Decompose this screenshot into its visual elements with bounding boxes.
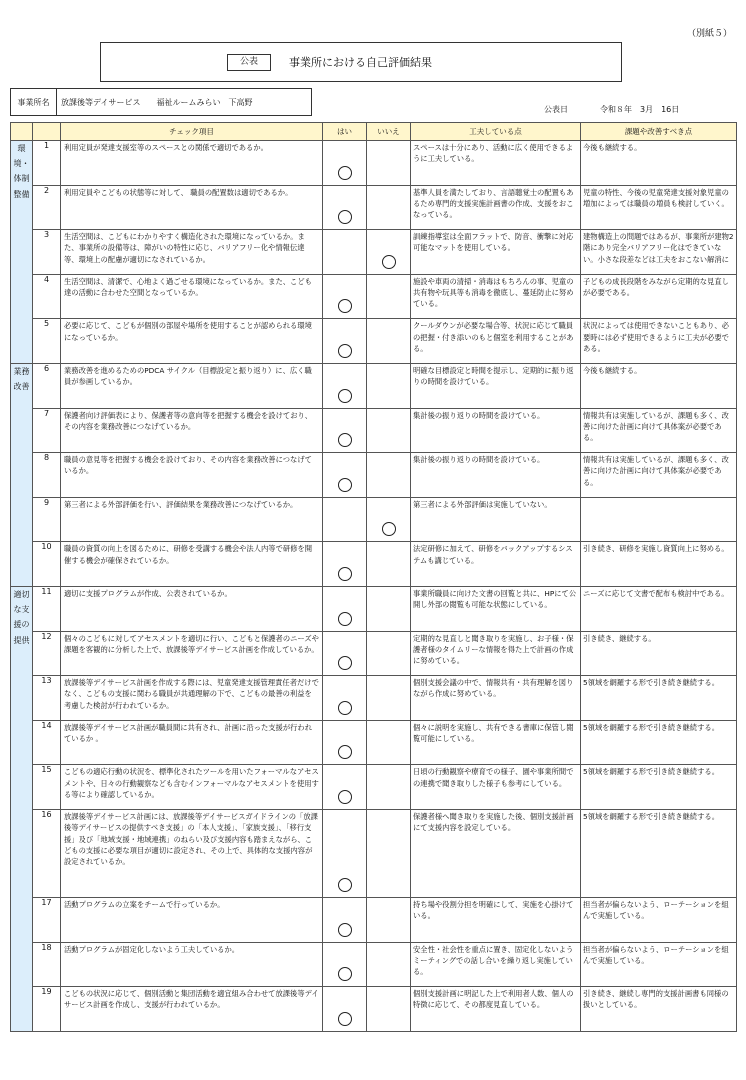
table-row [11,408,737,453]
answer-circle-mark [338,745,352,759]
header-issues: 課題や改善すべき点 [581,123,737,141]
answer-no-cell [367,720,411,765]
answer-yes-cell [323,542,367,587]
answer-no-cell [367,631,411,676]
effort-text: 日頃の行動観察や療育での様子、園や事業所間での連携で聞き取りした様子も参考にしている。 [411,765,581,810]
issue-text: 引き続き、研修を実施し資質向上に努める。 [581,542,737,587]
answer-circle-mark [382,255,396,269]
effort-text: 定期的な見直しと聞き取りを実施し、お子様・保護者様のタイムリーな情報を得た上で計画の作成に努めている。 [411,631,581,676]
issue-text: 状況によっては使用できないこともあり、必要時には必ず使用できるように工夫が必要である。 [581,319,737,364]
check-item-text: 保護者向け評価表により、保護者等の意向等を把握する機会を設けており、その内容を業務改善につなげているか。 [61,408,323,453]
check-item-text: 職員の資質の向上を図るために、研修を受講する機会や法人内等で研修を開催する機会が確保されているか。 [61,542,323,587]
answer-yes-cell [323,631,367,676]
answer-circle-mark [338,612,352,626]
issue-text: 引き続き、継続し専門的支援計画書も同様の扱いとしている。 [581,987,737,1032]
answer-no-cell [367,987,411,1032]
effort-text: 個別支援計画に明記した上で利用者人数、個人の特徴に応じて、その都度見直している。 [411,987,581,1032]
effort-text: 安全性・社会性を重点に置き、固定化しないようミーティングでの話し合いを繰り返し実施している。 [411,942,581,987]
answer-no-cell [367,319,411,364]
check-item-text: こどもの状況に応じて、個別活動と集団活動を適宜組み合わせて放課後等デイサービス計画を作成し、支援が行われているか。 [61,987,323,1032]
check-item-text: 活動プログラムが固定化しないよう工夫しているか。 [61,942,323,987]
answer-yes-cell [323,987,367,1032]
table-row [11,942,737,987]
effort-text: 第三者による外部評価は実施していない。 [411,497,581,542]
effort-text: スペースは十分にあり、活動に広く使用できるように工夫している。 [411,141,581,186]
check-item-text: 業務改善を進めるためのPDCA サイクル（目標設定と振り返り）に、広く職員が参画しているか。 [61,363,323,408]
effort-text: 個々に説明を実施し、共有できる書庫に保管し閲覧可能にしている。 [411,720,581,765]
item-number: 19 [33,987,61,1032]
header-effort: 工夫している点 [411,123,581,141]
check-item-text: 第三者による外部評価を行い、評価結果を業務改善につなげているか。 [61,497,323,542]
answer-yes-cell [323,230,367,275]
answer-no-cell [367,586,411,631]
issue-text: ニーズに応じて文書で配布も検討中である。 [581,586,737,631]
answer-no-cell [367,676,411,721]
item-number: 6 [33,363,61,408]
answer-no-cell [367,274,411,319]
effort-text: 法定研修に加えて、研修をバックアップするシステムも講じている。 [411,542,581,587]
issue-text: 今後も継続する。 [581,363,737,408]
answer-circle-mark [338,299,352,313]
answer-no-cell [367,942,411,987]
answer-no-cell [367,765,411,810]
answer-no-cell [367,185,411,230]
issue-text: 児童の特性、今後の児童発達支援対象児童の増加によっては職員の増員も検討していく。 [581,185,737,230]
answer-circle-mark [338,656,352,670]
table-row [11,987,737,1032]
item-number: 7 [33,408,61,453]
issue-text [581,497,737,542]
table-row [11,631,737,676]
category-cell: 業務改善 [11,363,33,586]
answer-yes-cell [323,809,367,897]
answer-yes-cell [323,408,367,453]
table-header-row [11,123,737,141]
check-item-text: 適切に支援プログラムが作成、公表されているか。 [61,586,323,631]
answer-yes-cell [323,363,367,408]
effort-text: 基準人員を満たしており、言語聴覚士の配置もあるため専門的支援実施計画書の作成、支援をおこなっている。 [411,185,581,230]
check-item-text: 利用定員やこどもの状態等に対して、 職員の配置数は適切であるか。 [61,185,323,230]
answer-no-cell [367,809,411,897]
check-item-text: 生活空間は、こどもにわかりやすく構造化された環境になっているか。また、事業所の設備等は、障がいの特性に応じ、バリアフリー化や情報伝達等、環境上の配慮が適切になされているか。 [61,230,323,275]
check-item-text: 放課後等デイサービス計画が職員間に共有され、計画に沿った支援が行われているか 。 [61,720,323,765]
item-number: 13 [33,676,61,721]
item-number: 2 [33,185,61,230]
item-number: 1 [33,141,61,186]
office-box [10,88,312,116]
item-number: 18 [33,942,61,987]
header-no: いいえ [367,123,411,141]
effort-text: 明確な目標設定と時間を提示し、定期的に振り返りの時間を設けている。 [411,363,581,408]
issue-text: 情報共有は実施しているが、課題も多く、改善に向けた計画に向けて具体案が必要である。 [581,408,737,453]
answer-yes-cell [323,586,367,631]
item-number: 3 [33,230,61,275]
issue-text: 情報共有は実施しているが、課題も多く、改善に向けた計画に向けて具体案が必要である。 [581,453,737,498]
effort-text: 保護者様へ聞き取りを実施した後、個別支援計画にて支援内容を設定している。 [411,809,581,897]
check-item-text: 活動プログラムの立案をチームで行っているか。 [61,897,323,942]
check-item-text: こどもの適応行動の状況を、標準化されたツールを用いたフォーマルなアセスメントや、日々の行動観察なども含むインフォーマルなアセスメントを使用する等により確認しているか。 [61,765,323,810]
table-row [11,720,737,765]
answer-circle-mark [338,701,352,715]
issue-text: 5領域を網羅する形で引き続き継続する。 [581,676,737,721]
header-category [11,123,33,141]
issue-text: 5領域を網羅する形で引き続き継続する。 [581,720,737,765]
table-row [11,141,737,186]
answer-yes-cell [323,942,367,987]
answer-no-cell [367,230,411,275]
check-item-text: 職員の意見等を把握する機会を設けており、その内容を業務改善につなげているか。 [61,453,323,498]
appendix-label: （別紙５） [686,29,732,39]
answer-circle-mark [382,522,396,536]
answer-no-cell [367,408,411,453]
table-row [11,230,737,275]
item-number: 8 [33,453,61,498]
answer-yes-cell [323,765,367,810]
answer-no-cell [367,363,411,408]
header-number [33,123,61,141]
answer-circle-mark [338,878,352,892]
check-item-text: 利用定員が発達支援室等のスペースとの関係で適切であるか。 [61,141,323,186]
table-row [11,765,737,810]
table-row [11,453,737,498]
answer-circle-mark [338,923,352,937]
answer-circle-mark [338,478,352,492]
table-row [11,542,737,587]
answer-no-cell [367,497,411,542]
effort-text: 個別支援会議の中で、情報共有・共有理解を図りながら作成に努めている。 [411,676,581,721]
table-row [11,586,737,631]
table-body [11,141,737,1032]
doc-title: 事業所における自己評価結果 [289,56,433,69]
answer-yes-cell [323,185,367,230]
answer-yes-cell [323,720,367,765]
effort-text: 持ち場や役割分担を明確にして、実施を心掛けている。 [411,897,581,942]
table-row [11,274,737,319]
answer-circle-mark [338,344,352,358]
effort-text: 訓練指導室は全面フラットで、防音、衝撃に対応可能なマットを使用している。 [411,230,581,275]
item-number: 11 [33,586,61,631]
table-row [11,185,737,230]
public-badge: 公表 [227,54,271,71]
answer-no-cell [367,542,411,587]
table-row [11,676,737,721]
issue-text: 5領域を網羅する形で引き続き継続する。 [581,809,737,897]
table-row [11,363,737,408]
answer-no-cell [367,897,411,942]
answer-circle-mark [338,567,352,581]
item-number: 10 [33,542,61,587]
effort-text: 事業所職員に向けた文書の回覧と共に、HPにて公開し外部の閲覧も可能な状態にしている。 [411,586,581,631]
item-number: 9 [33,497,61,542]
issue-text: 担当者が偏らないよう、ローテーションを組んで実施している。 [581,897,737,942]
answer-yes-cell [323,319,367,364]
title-box [100,42,622,82]
publish-date: 公表日 令和８年 3月 16日 [544,105,680,114]
item-number: 15 [33,765,61,810]
table-row [11,319,737,364]
header-check: チェック項目 [61,123,323,141]
check-item-text: 生活空間は、清潔で、心地よく過ごせる環境になっているか。また、こども達の活動に合わせた空間となっているか。 [61,274,323,319]
table-row [11,809,737,897]
check-item-text: 放課後等デイサービス計画には、放課後等デイサービスガイドラインの「放課後等デイサービスの提供すべき支援」の「本人支援」、「家族支援」、「移行支援」及び「地域支援・地域連携」のねらい及び支援内容も踏まえながら、こどもの支援に必要な項目が適切に設定され、その上で、具体的な支援内容が設定されているか。 [61,809,323,897]
item-number: 14 [33,720,61,765]
evaluation-table [10,122,737,1032]
answer-no-cell [367,453,411,498]
table-row [11,897,737,942]
issue-text: 子どもの成長段階をみながら定期的な見直しが必要である。 [581,274,737,319]
table-row [11,497,737,542]
item-number: 5 [33,319,61,364]
answer-yes-cell [323,497,367,542]
check-item-text: 個々のこどもに対してアセスメントを適切に行い、こどもと保護者のニーズや課題を客観的に分析した上で、放課後等デイサービス計画を作成しているか。 [61,631,323,676]
issue-text: 引き続き、継続する。 [581,631,737,676]
answer-yes-cell [323,141,367,186]
answer-circle-mark [338,967,352,981]
office-label: 事業所名 [11,89,57,115]
item-number: 4 [33,274,61,319]
answer-circle-mark [338,433,352,447]
check-item-text: 放課後等デイサービス計画を作成する際には、児童発達支援管理責任者だけでなく、こどもの支援に関わる職員が共通理解の下で、こどもの最善の利益を考慮した検討が行われているか。 [61,676,323,721]
effort-text: クールダウンが必要な場合等、状況に応じて職員の把握・付き添いのもと個室を利用することがある。 [411,319,581,364]
category-cell: 適切な支援の提供 [11,586,33,1031]
answer-circle-mark [338,389,352,403]
issue-text: 建物構造上の問題ではあるが、事業所が建物2階にあり完全バリアフリー化はできていない。小さな段差などは工夫をおこない解消に [581,230,737,275]
item-number: 16 [33,809,61,897]
effort-text: 集計後の振り返りの時間を設けている。 [411,453,581,498]
answer-yes-cell [323,897,367,942]
answer-circle-mark [338,790,352,804]
header-yes: はい [323,123,367,141]
issue-text: 担当者が偏らないよう、ローテーションを組んで実施している。 [581,942,737,987]
item-number: 12 [33,631,61,676]
answer-circle-mark [338,210,352,224]
effort-text: 施設や車両の清掃・消毒はもちろんの事、児童の共有物や玩具等も消毒を徹底し、蔓延防止に努めている。 [411,274,581,319]
answer-no-cell [367,141,411,186]
answer-circle-mark [338,1012,352,1026]
issue-text: 5領域を網羅する形で引き続き継続する。 [581,765,737,810]
item-number: 17 [33,897,61,942]
effort-text: 集計後の振り返りの時間を設けている。 [411,408,581,453]
answer-yes-cell [323,274,367,319]
check-item-text: 必要に応じて、こどもが個別の部屋や場所を使用することが認められる環境になっているか。 [61,319,323,364]
answer-circle-mark [338,166,352,180]
answer-yes-cell [323,676,367,721]
category-cell: 環境・体制整備 [11,141,33,364]
answer-yes-cell [323,453,367,498]
office-name: 放課後等デイサービス 福祉ルームみらい 下高野 [61,97,253,107]
issue-text: 今後も継続する。 [581,141,737,186]
